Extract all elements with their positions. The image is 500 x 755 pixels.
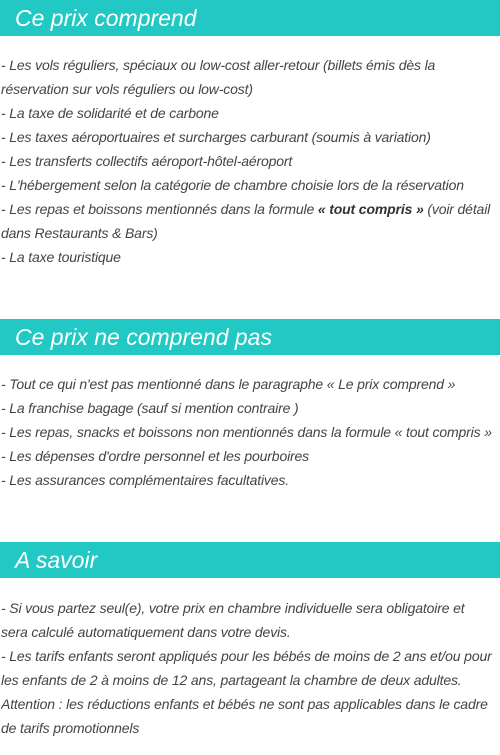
list-item: - Les taxes aéroportuaires et surcharges carburant (soumis à variation) xyxy=(1,129,431,145)
section-included xyxy=(0,0,500,269)
list-item: de tarifs promotionnels xyxy=(1,720,140,736)
list-item: - Les dépenses d'ordre personnel et les pourboires xyxy=(1,448,310,464)
list-item: les enfants de 2 à moins de 12 ans, partageant la chambre de deux adultes. xyxy=(1,672,462,688)
meals-bold: « tout compris » xyxy=(317,201,424,217)
list-item: - Les tarifs enfants seront appliqués pour les bébés de moins de 2 ans et/ou pour xyxy=(1,648,492,664)
list-item: - Les transferts collectifs aéroport-hôtel-aéroport xyxy=(1,153,293,169)
section-title-info: A savoir xyxy=(0,542,500,578)
section-info xyxy=(0,542,500,740)
list-item: - La taxe touristique xyxy=(1,249,121,265)
list-item: - Si vous partez seul(e), votre prix en chambre individuelle sera obligatoire et xyxy=(1,600,465,616)
list-item: - Les assurances complémentaires facultatives. xyxy=(1,472,290,488)
section-title-excluded: Ce prix ne comprend pas xyxy=(0,319,500,355)
list-item: - Tout ce qui n'est pas mentionné dans le paragraphe « Le prix comprend » xyxy=(1,376,456,392)
list-item: Attention : les réductions enfants et bébés ne sont pas applicables dans le cadre xyxy=(1,696,488,712)
list-item: - L'hébergement selon la catégorie de chambre choisie lors de la réservation xyxy=(1,177,464,193)
section-excluded xyxy=(0,319,500,492)
excluded-list xyxy=(0,355,500,492)
section-title-included: Ce prix comprend xyxy=(0,0,500,36)
list-item: dans Restaurants & Bars) xyxy=(1,225,158,241)
meals-suffix: (voir détail xyxy=(423,201,491,217)
info-list xyxy=(0,578,500,740)
list-item: réservation sur vols réguliers ou low-cost) xyxy=(1,81,253,97)
list-item: - Les repas, snacks et boissons non mentionnés dans la formule « tout compris » xyxy=(1,424,492,440)
list-item: - Les vols réguliers, spéciaux ou low-cost aller-retour (billets émis dès la xyxy=(1,57,436,73)
list-item: - La franchise bagage (sauf si mention contraire ) xyxy=(1,400,299,416)
list-item: sera calculé automatiquement dans votre devis. xyxy=(1,624,291,640)
meals-prefix: - Les repas et boissons mentionnés dans la formule xyxy=(1,201,318,217)
list-item-meals xyxy=(1,197,500,221)
list-item: - La taxe de solidarité et de carbone xyxy=(1,105,219,121)
included-list xyxy=(0,36,500,269)
